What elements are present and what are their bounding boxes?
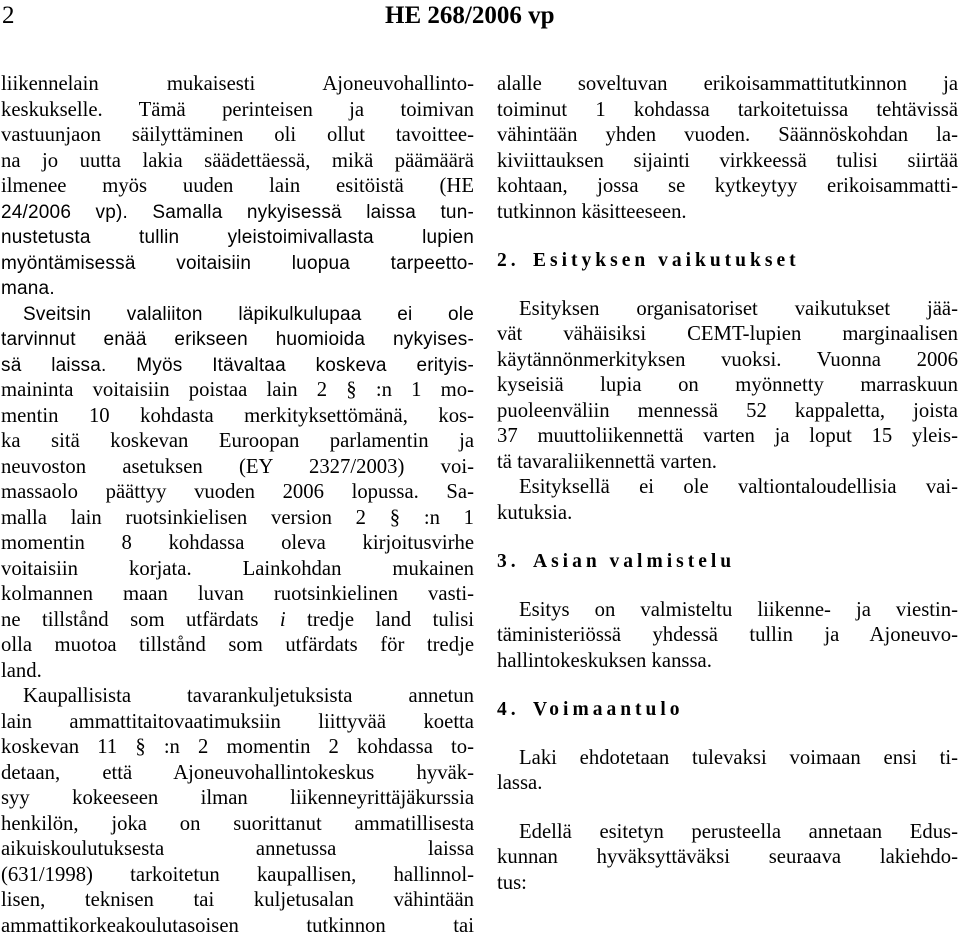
text-line: 37 muuttoliikennettä varten ja loput 15 yleis- <box>497 424 958 450</box>
text-fragment: tredje land tulisi <box>286 609 474 631</box>
spacer <box>497 526 958 549</box>
text-line: kunnan hyväksyttäväksi seuraava lakiehdo- <box>497 845 958 871</box>
section-heading <box>497 248 958 274</box>
text-line: puoleenväliin mennessä 52 kappaletta, joista <box>497 399 958 425</box>
text-line: detaan, että Ajoneuvohallintokeskus hyväk- <box>1 761 474 787</box>
page-number: 2 <box>2 2 15 30</box>
text-line: vähintään yhden vuoden. Säännöskohdan la- <box>497 123 958 149</box>
paragraph <box>497 72 958 225</box>
text-line: tarvinnut enää erikseen huomioida nykyises- <box>1 327 474 353</box>
section-number: 3. <box>497 549 533 575</box>
text-line: massaolo päättyy vuoden 2006 lopussa. Sa- <box>1 480 474 506</box>
paragraph <box>1 72 474 302</box>
section-heading <box>497 549 958 575</box>
text-line: Kaupallisista tavarankuljetuksista annetun <box>1 684 474 710</box>
page-header <box>0 0 960 40</box>
spacer <box>497 575 958 598</box>
section-title: Esityksen vaikutukset <box>533 250 800 271</box>
text-line: kolmannen maan luvan ruotsinkielinen vasti- <box>1 582 474 608</box>
text-line: Esityksen organisatoriset vaikutukset jää- <box>497 297 958 323</box>
text-line: tutkinnon käsitteeseen. <box>497 200 958 226</box>
text-line: neuvoston asetuksen (EY 2327/2003) voi- <box>1 455 474 481</box>
closing-paragraph <box>497 820 958 897</box>
text-line: Esityksellä ei ole valtiontaloudellisia vai- <box>497 475 958 501</box>
text-line: ilmenee myös uuden lain esitöistä (HE <box>1 174 474 200</box>
spacer <box>497 225 958 248</box>
text-line: sä laissa. Myös Itävaltaa koskeva erityis- <box>1 353 474 379</box>
paragraph <box>497 746 958 797</box>
text-line: momentin 8 kohdassa oleva kirjoitusvirhe <box>1 531 474 557</box>
text-line: Sveitsin valaliiton läpikulkulupaa ei ole <box>1 302 474 328</box>
paragraph <box>1 684 474 939</box>
text-line: käytännönmerkityksen vuoksi. Vuonna 2006 <box>497 348 958 374</box>
right-column <box>497 72 958 896</box>
text-line: vastuunjaon säilyttäminen oli ollut tavoittee- <box>1 123 474 149</box>
paragraph <box>497 297 958 476</box>
text-line: henkilön, joka on suorittanut ammatillisesta <box>1 812 474 838</box>
text-line: kutuksia. <box>497 501 958 527</box>
spacer <box>497 723 958 746</box>
text-line: Laki ehdotetaan tulevaksi voimaan ensi ti- <box>497 746 958 772</box>
text-line: olla muotoa tillstånd som utfärdats för tredje <box>1 633 474 659</box>
spacer <box>497 274 958 297</box>
text-line: toiminut 1 kohdassa tarkoitetuissa tehtävissä <box>497 98 958 124</box>
text-line: malla lain ruotsinkielisen version 2 § :n 1 <box>1 506 474 532</box>
document-id: HE 268/2006 vp <box>385 2 554 30</box>
text-line: täministeriössä yhdessä tullin ja Ajoneuvo- <box>497 623 958 649</box>
text-line: lain ammattitaitovaatimuksiin liittyvää koetta <box>1 710 474 736</box>
text-line: liikennelain mukaisesti Ajoneuvohallinto- <box>1 72 474 98</box>
text-fragment: ne tillstånd som utfärdats <box>1 609 280 631</box>
text-line: nustetusta tullin yleistoimivallasta lupien <box>1 225 474 251</box>
italic-word: i <box>280 609 286 631</box>
text-line: vät vähäisiksi CEMT-lupien marginaalisen <box>497 322 958 348</box>
text-line: ammattikorkeakoulutasoisen tutkinnon tai <box>1 914 474 939</box>
text-line: alalle soveltuvan erikoisammattitutkinnon ja <box>497 72 958 98</box>
text-line: 24/2006 vp). Samalla nykyisessä laissa tun- <box>1 200 474 226</box>
text-line: ka sitä koskevan Euroopan parlamentin ja <box>1 429 474 455</box>
text-line: land. <box>1 659 474 685</box>
text-line: keskukselle. Tämä perinteisen ja toimivan <box>1 98 474 124</box>
section-number: 2. <box>497 248 533 274</box>
paragraph <box>497 475 958 526</box>
text-line: syy kokeeseen ilman liikenneyrittäjäkurssia <box>1 786 474 812</box>
text-line: aikuiskoulutuksesta annetussa laissa <box>1 837 474 863</box>
text-line: maininta voitaisiin poistaa lain 2 § :n 1 mo- <box>1 378 474 404</box>
text-line: tä tavaraliikennettä varten. <box>497 450 958 476</box>
section-heading <box>497 697 958 723</box>
text-line: mana. <box>1 276 474 302</box>
text-line: hallintokeskuksen kanssa. <box>497 649 958 675</box>
text-line: myöntämisessä voitaisiin luopua tarpeetto- <box>1 251 474 277</box>
text-line: kohtaan, jossa se kytkeytyy erikoisammatti- <box>497 174 958 200</box>
paragraph <box>497 598 958 675</box>
text-line: tus: <box>497 871 958 897</box>
text-line: na jo uutta lakia säädettäessä, mikä päämäärä <box>1 149 474 175</box>
spacer <box>497 674 958 697</box>
text-line: kiviittauksen sijainti virkkeessä tulisi siirtää <box>497 149 958 175</box>
section-title: Asian valmistelu <box>533 551 735 572</box>
text-line: Esitys on valmisteltu liikenne- ja viestin- <box>497 598 958 624</box>
text-line: lassa. <box>497 771 958 797</box>
text-line: mentin 10 kohdasta merkityksettömänä, kos- <box>1 404 474 430</box>
text-line: voitaisiin korjata. Lainkohdan mukainen <box>1 557 474 583</box>
text-line: koskevan 11 § :n 2 momentin 2 kohdassa to- <box>1 735 474 761</box>
text-line <box>1 608 474 634</box>
section-number: 4. <box>497 697 533 723</box>
left-column <box>1 72 474 939</box>
spacer <box>497 797 958 820</box>
section-title: Voimaantulo <box>533 699 684 720</box>
paragraph <box>1 302 474 685</box>
text-line: lisen, teknisen tai kuljetusalan vähintään <box>1 888 474 914</box>
text-line: kyseisiä lupia on myönnetty marraskuun <box>497 373 958 399</box>
text-line: (631/1998) tarkoitetun kaupallisen, hallinnol- <box>1 863 474 889</box>
text-line: Edellä esitetyn perusteella annetaan Edus- <box>497 820 958 846</box>
